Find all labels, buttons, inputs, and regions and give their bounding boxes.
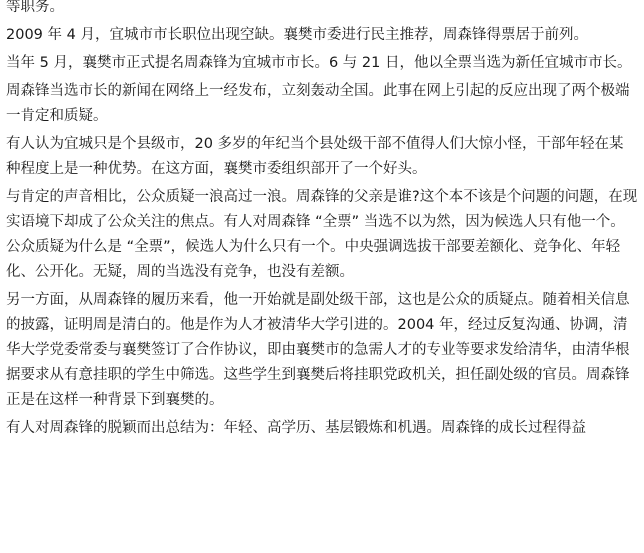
paragraph-8: 有人对周森锋的脱颖而出总结为：年轻、高学历、基层锻炼和机遇。周森锋的成长过程得益 xyxy=(6,420,586,436)
paragraph-1: 等职务。 xyxy=(6,0,64,15)
article-body xyxy=(6,0,638,444)
paragraph-7: 另一方面，从周森锋的履历来看，他一开始就是副处级干部，这也是公众的质疑点。随着相关信息的披露，证明周是清白的。他是作为人才被清华大学引进的。2004 年，经过反复沟通、协调，清华大学党委常委与襄樊签订了合作协议，即由襄樊市的急需人才的专业等要求发给清华，由清华根据要求从有意挂职的学生中筛选。这些学生到襄樊后将挂职党政机关，担任副处级的官员。周森锋正是在这样一种背景下到襄樊的。 xyxy=(6,292,630,408)
paragraph-5: 有人认为宜城只是个县级市，20 多岁的年纪当个县处级干部不值得人们大惊小怪，干部年轻在某种程度上是一种优势。在这方面，襄樊市委组织部开了一个好头。 xyxy=(6,136,624,177)
paragraph-6: 与肯定的声音相比，公众质疑一浪高过一浪。周森锋的父亲是谁?这个本不该是个问题的问题，在现实语境下却成了公众关注的焦点。有人对周森锋 “全票” 当选不以为然，因为候选人只有他一个。公众质疑为什么是 “全票”，候选人为什么只有一个。中央强调选拔干部要差额化、竞争化、年轻化、公开化。无疑，周的当选没有竞争，也没有差额。 xyxy=(6,189,638,280)
paragraph-2: 2009 年 4 月，宜城市市长职位出现空缺。襄樊市委进行民主推荐，周森锋得票居于前列。 xyxy=(6,27,588,43)
paragraph-4: 周森锋当选市长的新闻在网络上一经发布，立刻轰动全国。此事在网上引起的反应出现了两个极端一肯定和质疑。 xyxy=(6,83,630,124)
paragraph-3: 当年 5 月，襄樊市正式提名周森锋为宜城市市长。6 与 21 日，他以全票当选为新任宜城市市长。 xyxy=(6,55,632,71)
